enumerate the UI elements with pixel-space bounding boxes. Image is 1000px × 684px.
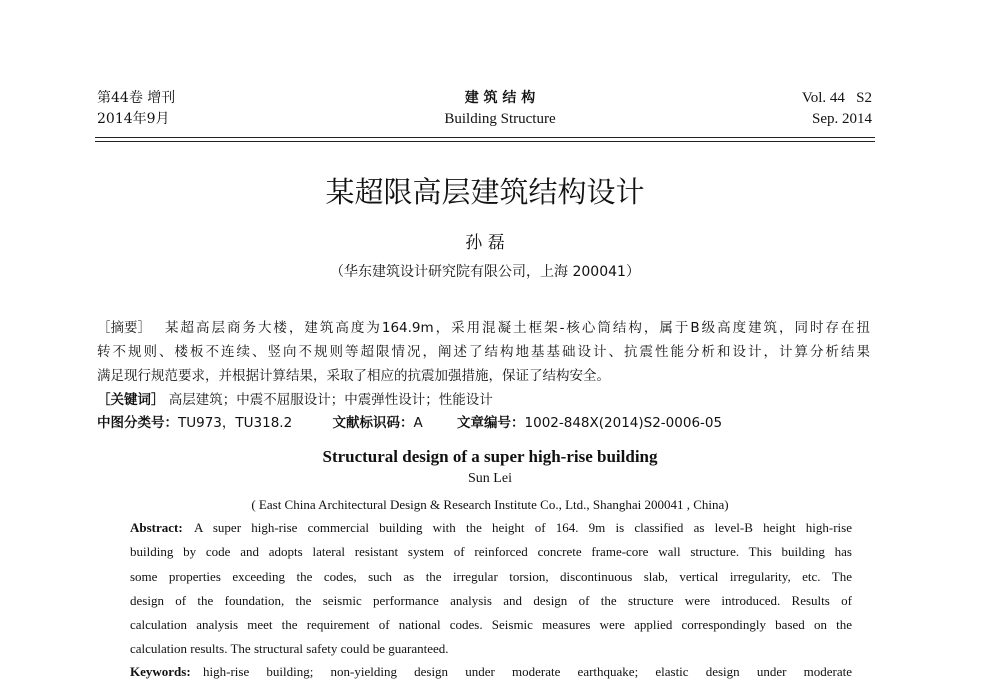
- abstract-en-line: A super high-rise commercial building with the height of 164. 9m is classified as level-B height high-rise: [194, 520, 852, 535]
- volume-en: Vol. 44 S2: [801, 90, 872, 106]
- paper-title: 某超限高层建筑结构设计: [325, 175, 645, 209]
- keywords-en-label: [130, 664, 191, 680]
- english-author: Sun Lei: [468, 471, 512, 486]
- doc-code-label: 文献标识码：: [332, 415, 414, 431]
- doc-code-value: A: [413, 415, 423, 431]
- english-affiliation: ( East China Architectural Design & Research Institute Co., Ltd., Shanghai 200041 , China): [251, 497, 729, 512]
- journal-name: [380, 88, 620, 130]
- article-id-value: 1002-848X(2014)S2-0006-05: [524, 415, 723, 431]
- volume-zh: 第44卷 增刊: [97, 90, 176, 106]
- abstract-zh-line: 满足现行规范要求，并根据计算结果，采取了相应的抗震加强措施，保证了结构安全。: [97, 368, 610, 384]
- journal-name-en: Building Structure: [444, 111, 556, 127]
- abstract-en-line: some properties exceeding the codes, such as the irregular torsion, discontinuous slab, vertical irregularity, etc. The: [130, 569, 852, 584]
- keywords-en-label-text: Keywords:: [130, 664, 191, 679]
- abstract-zh-label: ［摘要］: [97, 320, 151, 336]
- clc-value: TU973，TU318.2: [178, 415, 293, 431]
- journal-name-zh: 建 筑 结 构: [464, 90, 536, 106]
- header-rule-top: [95, 137, 875, 138]
- journal-volume-zh: [97, 88, 175, 130]
- date-en: Sep. 2014: [812, 111, 872, 127]
- abstract-en-label: [130, 520, 183, 536]
- keywords-zh-label: ［关键词］: [97, 392, 165, 408]
- abstract-en-line: design of the foundation, the seismic performance analysis and design of the structure were introduced. Results of: [130, 593, 852, 608]
- author-zh: 孙 磊: [465, 233, 505, 253]
- abstract-en-label-text: Abstract:: [130, 520, 183, 535]
- abstract-en-line: building by code and adopts lateral resistant system of reinforced concrete frame-core wall structure. This building has: [130, 544, 852, 559]
- date-zh: 2014年9月: [97, 111, 170, 127]
- clc-label: 中图分类号：: [97, 415, 178, 431]
- abstract-en-line: calculation analysis meet the requirement of national codes. Seismic measures were applied correspondingly based on the: [130, 617, 852, 632]
- keywords-zh: [97, 388, 493, 408]
- english-title: Structural design of a super high-rise building: [322, 447, 658, 466]
- classification-line: [97, 411, 722, 431]
- affiliation-zh: （华东建筑设计研究院有限公司，上海 200041）: [330, 264, 640, 280]
- abstract-zh-line: 某超高层商务大楼，建筑高度为164.9m，采用混凝土框架-核心筒结构，属于B级高度建筑，同时存在扭: [165, 320, 870, 336]
- abstract-zh-line: 转不规则、楼板不连续、竖向不规则等超限情况，阐述了结构地基基础设计、抗震性能分析和设计，计算分析结果: [97, 344, 870, 360]
- keywords-en-text: high-rise building; non-yielding design under moderate earthquake; elastic design under moderate: [203, 664, 852, 679]
- abstract-en-line: calculation results. The structural safety could be guaranteed.: [130, 641, 449, 656]
- header-rule-bottom: [95, 141, 875, 142]
- journal-volume-en: [802, 88, 872, 130]
- article-id-label: 文章编号：: [457, 415, 525, 431]
- keywords-zh-text: 高层建筑；中震不屈服设计；中震弹性设计；性能设计: [168, 392, 493, 408]
